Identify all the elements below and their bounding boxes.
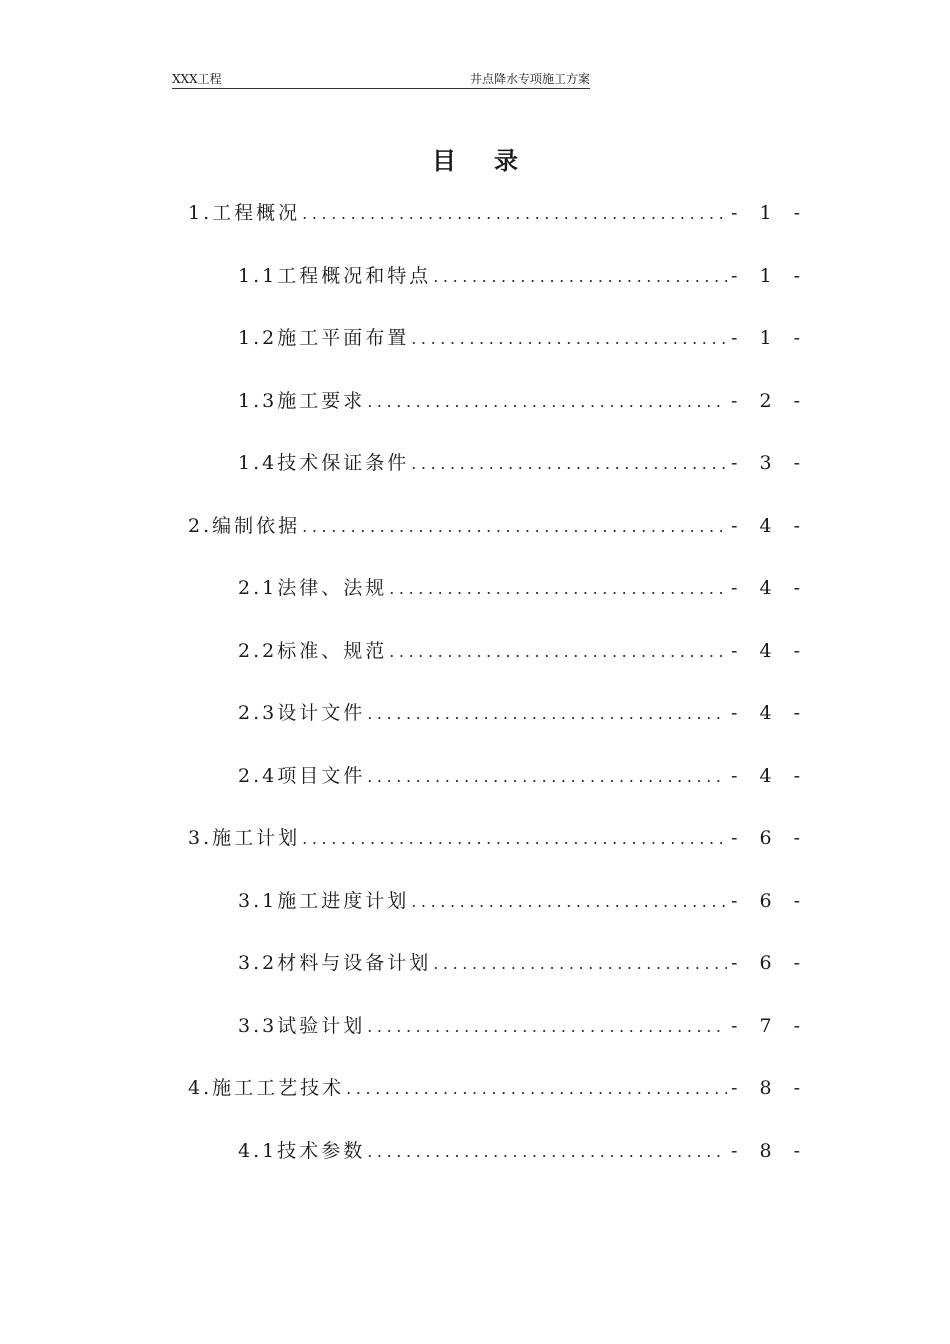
- toc-entry-label: 1.工程概况: [188, 202, 301, 224]
- toc-dot-leader: [367, 387, 727, 417]
- toc-page-number: - 4 -: [730, 640, 808, 662]
- toc-subsection-entry[interactable]: [238, 636, 808, 666]
- toc-dot-leader: [433, 262, 727, 292]
- toc-subsection-entry[interactable]: [238, 948, 808, 978]
- toc-page-number: - 6 -: [730, 890, 808, 912]
- toc-page-number: - 3 -: [730, 452, 808, 474]
- toc-page-number: - 4 -: [730, 765, 808, 787]
- toc-page-number: - 4 -: [730, 577, 808, 599]
- toc-page-number: - 4 -: [730, 702, 808, 724]
- toc-dot-leader: [389, 574, 727, 604]
- toc-subsection-entry[interactable]: [238, 573, 808, 603]
- toc-section-entry[interactable]: [188, 198, 808, 228]
- toc-page-number: - 2 -: [730, 390, 808, 412]
- toc-entry-label: 3.1施工进度计划: [238, 890, 410, 912]
- toc-entry-label: 1.1工程概况和特点: [238, 265, 432, 287]
- toc-dot-leader: [302, 512, 727, 542]
- header-project-name: XXX工程: [172, 72, 222, 86]
- toc-dot-leader: [367, 1137, 727, 1167]
- toc-subsection-entry[interactable]: [238, 886, 808, 916]
- toc-entry-label: 2.1法律、法规: [238, 577, 388, 599]
- toc-dot-leader: [367, 699, 727, 729]
- toc-subsection-entry[interactable]: [238, 1136, 808, 1166]
- toc-entry-label: 2.编制依据: [188, 515, 301, 537]
- toc-subsection-entry[interactable]: [238, 698, 808, 728]
- toc-dot-leader: [433, 949, 727, 979]
- toc-page-number: - 8 -: [730, 1077, 808, 1099]
- toc-entry-label: 1.3施工要求: [238, 390, 366, 412]
- toc-entry-label: 4.1技术参数: [238, 1140, 366, 1162]
- toc-entry-label: 3.2材料与设备计划: [238, 952, 432, 974]
- toc-subsection-entry[interactable]: [238, 448, 808, 478]
- toc-entry-label: 2.2标准、规范: [238, 640, 388, 662]
- toc-section-entry[interactable]: [188, 1073, 808, 1103]
- toc-subsection-entry[interactable]: [238, 761, 808, 791]
- toc-subsection-entry[interactable]: [238, 386, 808, 416]
- toc-dot-leader: [411, 324, 727, 354]
- toc-title: 目录: [432, 146, 556, 175]
- toc-entry-label: 4.施工工艺技术: [188, 1077, 345, 1099]
- toc-page-number: - 6 -: [730, 827, 808, 849]
- toc-page-number: - 1 -: [730, 327, 808, 349]
- toc-dot-leader: [302, 199, 727, 229]
- toc-entry-label: 1.4技术保证条件: [238, 452, 410, 474]
- toc-entry-label: 2.4项目文件: [238, 765, 366, 787]
- toc-subsection-entry[interactable]: [238, 323, 808, 353]
- toc-entry-label: 1.2施工平面布置: [238, 327, 410, 349]
- toc-page-number: - 1 -: [730, 265, 808, 287]
- toc-page-number: - 8 -: [730, 1140, 808, 1162]
- toc-subsection-entry[interactable]: [238, 1011, 808, 1041]
- toc-entry-label: 3.3试验计划: [238, 1015, 366, 1037]
- toc-section-entry[interactable]: [188, 511, 808, 541]
- toc-dot-leader: [411, 449, 727, 479]
- toc-dot-leader: [411, 887, 727, 917]
- toc-dot-leader: [346, 1074, 727, 1104]
- toc-entry-label: 2.3设计文件: [238, 702, 366, 724]
- toc-page-number: - 6 -: [730, 952, 808, 974]
- toc-dot-leader: [367, 762, 727, 792]
- toc-page-number: - 4 -: [730, 515, 808, 537]
- toc-subsection-entry[interactable]: [238, 261, 808, 291]
- toc-page-number: - 1 -: [730, 202, 808, 224]
- page-header: [172, 70, 590, 89]
- toc-dot-leader: [302, 824, 727, 854]
- toc-dot-leader: [389, 637, 727, 667]
- toc-dot-leader: [367, 1012, 727, 1042]
- toc-page-number: - 7 -: [730, 1015, 808, 1037]
- toc-entry-label: 3.施工计划: [188, 827, 301, 849]
- toc-section-entry[interactable]: [188, 823, 808, 853]
- header-document-title: 井点降水专项施工方案: [469, 72, 590, 86]
